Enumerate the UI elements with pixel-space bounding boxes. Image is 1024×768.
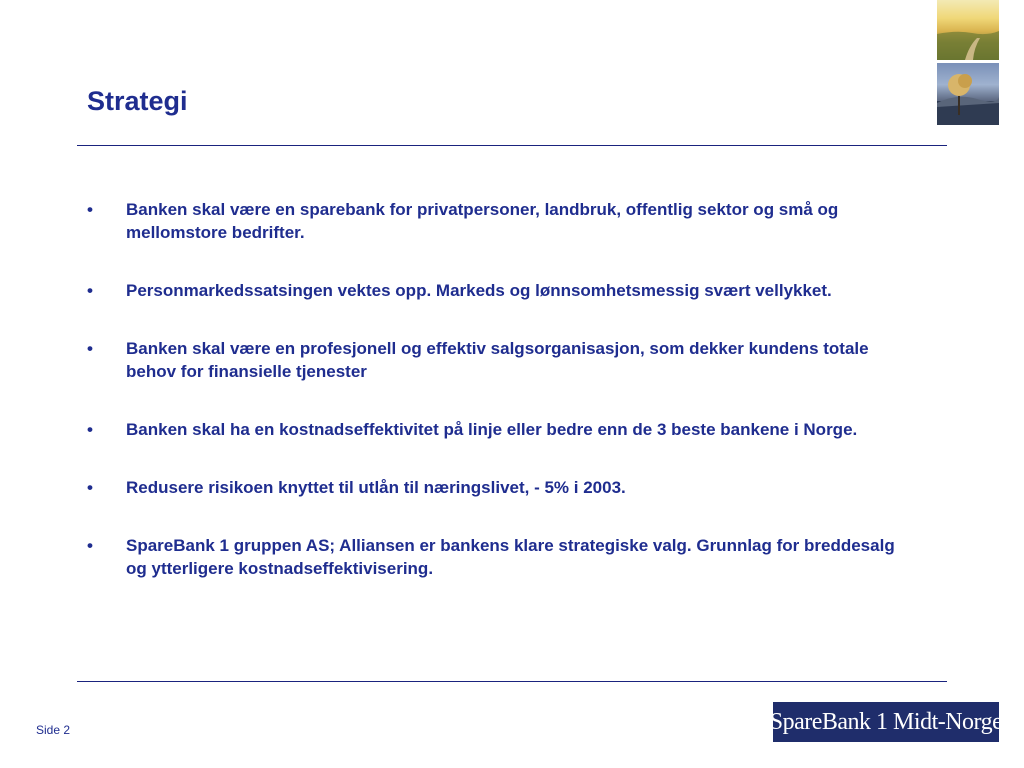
bullet-text: Banken skal være en sparebank for privatpersoner, landbruk, offentlig sektor og små og mellomstore bedrifter. xyxy=(126,200,839,242)
bullet-text: Redusere risikoen knyttet til utlån til næringslivet, - 5% i 2003. xyxy=(126,478,626,497)
bullet-item xyxy=(87,534,917,580)
bullet-marker: • xyxy=(87,281,93,300)
logo-text: SpareBank 1 Midt-Norge xyxy=(769,708,1003,735)
header-photo-tree-lake xyxy=(937,63,999,125)
bullet-marker: • xyxy=(87,339,93,358)
title-divider xyxy=(77,145,947,146)
bullet-text: Personmarkedssatsingen vektes opp. Markeds og lønnsomhetsmessig svært vellykket. xyxy=(126,281,832,300)
bullet-text: Banken skal være en profesjonell og effektiv salgsorganisasjon, som dekker kundens totale behov for finansielle tjenester xyxy=(126,339,869,381)
bullet-marker: • xyxy=(87,536,93,555)
bullet-item xyxy=(87,198,917,244)
footer-divider xyxy=(77,681,947,682)
bullet-text: SpareBank 1 gruppen AS; Alliansen er bankens klare strategiske valg. Grunnlag for breddesalg og ytterligere kostnadseffektivisering. xyxy=(126,536,895,578)
bullet-text: Banken skal ha en kostnadseffektivitet på linje eller bedre enn de 3 beste bankene i Norge. xyxy=(126,420,858,439)
bullet-item xyxy=(87,279,917,302)
bullet-marker: • xyxy=(87,420,93,439)
bullet-item xyxy=(87,337,917,383)
bullet-marker: • xyxy=(87,200,93,219)
slide-title: Strategi xyxy=(87,86,188,116)
sparebank-logo xyxy=(769,702,1003,742)
header-photo-landscape-road xyxy=(937,0,999,60)
bullet-list xyxy=(87,198,917,615)
bullet-item xyxy=(87,418,917,441)
bullet-item xyxy=(87,476,917,499)
page-number: Side 2 xyxy=(36,723,71,737)
bullet-marker: • xyxy=(87,478,93,497)
